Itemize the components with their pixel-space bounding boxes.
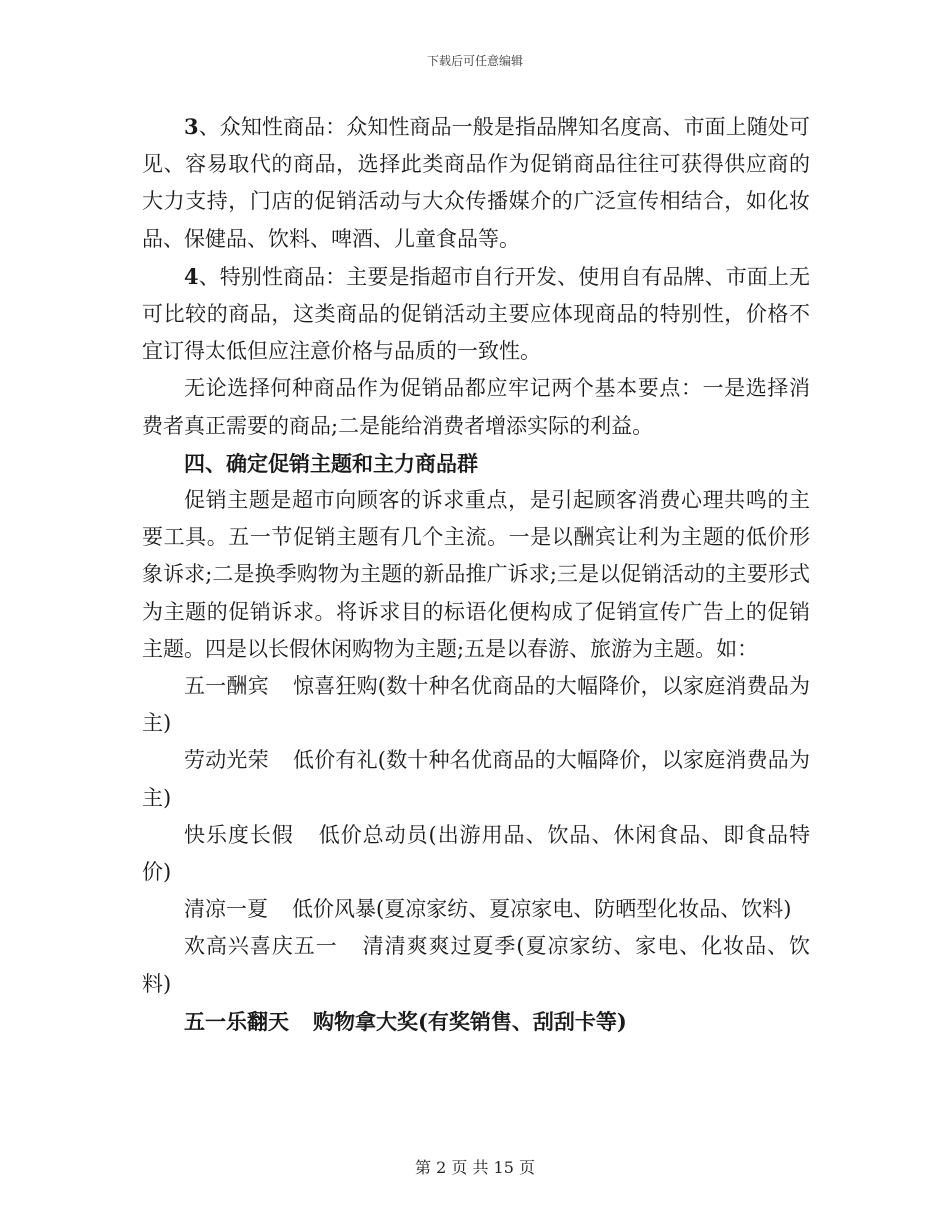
theme-desc: 低价有礼(数十种名优商品的大幅降价，以家庭消费品为主) [142, 748, 811, 810]
theme-item-bold [142, 1003, 810, 1040]
paragraph-text: 、特别性商品：主要是指超市自行开发、使用自有品牌、市面上无可比较的商品，这类商品的促销活动主要应体现商品的特别性，价格不宜订得太低但应注意价格与品质的一致性。 [142, 264, 810, 364]
theme-name: 劳动光荣 [184, 748, 269, 773]
paragraph-key-points: 无论选择何种商品作为促销品都应牢记两个基本要点：一是选择消费者真正需要的商品;二是能给消费者增添实际的利益。 [142, 376, 810, 438]
theme-item [142, 668, 810, 742]
item-number: 3 [184, 114, 199, 139]
theme-desc: 低价风暴(夏凉家纺、夏凉家电、防晒型化妆品、饮料) [292, 897, 792, 922]
section-heading: 四、确定促销主题和主力商品群 [184, 450, 478, 476]
theme-name: 五一乐翻天 [184, 1008, 289, 1034]
theme-name: 快乐度长假 [184, 822, 294, 847]
paragraph-item-3 [142, 108, 810, 258]
page-header: 下载后可任意编辑 [426, 54, 523, 68]
paragraph-text: 、众知性商品：众知性商品一般是指品牌知名度高、市面上随处可见、容易取代的商品，选择此类商品作为促销商品往往可获得供应商的大力支持，门店的促销活动与大众传播媒介的广泛宣传相结合，如化妆品、保健品、饮料、啤酒、儿童食品等。 [142, 115, 810, 251]
theme-desc: 购物拿大奖(有奖销售、刮刮卡等) [313, 1008, 627, 1034]
paragraph-promotion-theme: 促销主题是超市向顾客的诉求重点，是引起顾客消费心理共鸣的主要工具。五一节促销主题有几个主流。一是以酬宾让利为主题的低价形象诉求;二是换季购物为主题的新品推广诉求;三是以促销活动的主要形式为主题的促销诉求。将诉求目的标语化便构成了促销宣传广告上的促销主题。四是以长假休闲购物为主题;五是以春游、旅游为主题。如： [142, 488, 810, 661]
theme-desc: 低价总动员(出游用品、饮品、休闲食品、即食品特价) [142, 822, 810, 885]
theme-desc: 惊喜狂购(数十种名优商品的大幅降价，以家庭消费品为主) [142, 674, 811, 736]
theme-name: 五一酬宾 [184, 674, 269, 699]
page-number-footer: 第 2 页 共 15 页 [415, 1158, 535, 1177]
document-body [142, 108, 810, 1040]
theme-desc: 清清爽爽过夏季(夏凉家纺、家电、化妆品、饮料) [142, 934, 810, 996]
item-number: 4 [184, 263, 199, 289]
paragraph-item-4 [142, 258, 810, 371]
theme-name: 清凉一夏 [184, 897, 268, 922]
theme-item [142, 891, 810, 928]
theme-name: 欢高兴喜庆五一 [184, 934, 338, 959]
theme-item [142, 817, 810, 891]
theme-item [142, 928, 810, 1002]
theme-item [142, 742, 810, 816]
